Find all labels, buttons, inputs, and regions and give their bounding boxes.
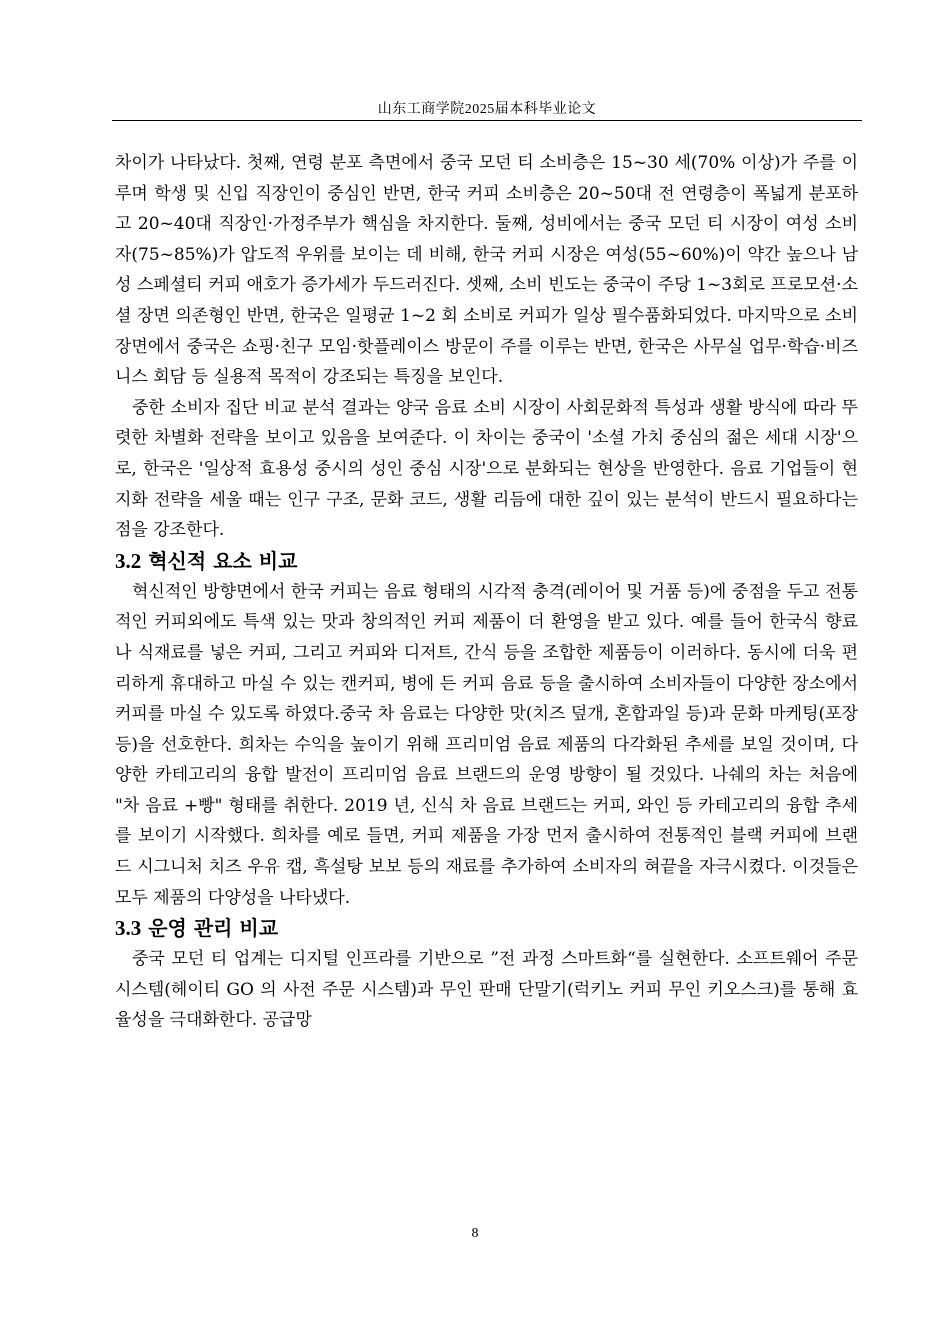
header-rule — [112, 120, 862, 121]
body-text — [115, 148, 858, 1036]
section-heading-3-3 — [115, 913, 858, 944]
paragraph-consumer-differences: 차이가 나타났다. 첫째, 연령 분포 측면에서 중국 모던 티 소비층은 15~30 세(70% 이상)가 주를 이루며 학생 및 신입 직장인이 중심인 반면, 한국 커피 소비층은 20~50대 전 연령층이 폭넓게 분포하고 20~40대 직장인·가정주부가 핵심을 차지한다. 둘째, 성비에서는 중국 모던 티 시장이 여성 소비자(75~85%)가 압도적 우위를 보이는 데 비해, 한국 커피 시장은 여성(55~60%)이 약간 높으나 남성 스페셜티 커피 애호가 증가세가 두드러진다. 셋째, 소비 빈도는 중국이 주당 1~3회로 프로모션·소셜 장면 의존형인 반면, 한국은 일평균 1~2 회 소비로 커피가 일상 필수품화되었다. 마지막으로 소비 장면에서 중국은 쇼핑·친구 모임·핫플레이스 방문이 주를 이루는 반면, 한국은 사무실 업무·학습·비즈니스 회담 등 실용적 목적이 강조되는 특징을 보인다. — [115, 153, 858, 388]
section-number: 3.2 — [115, 548, 142, 573]
section-heading-3-2 — [115, 546, 858, 577]
paragraph-operations: 중국 모던 티 업계는 디지털 인프라를 기반으로 ”전 과정 스마트화“를 실현한다. 소프트웨어 주문 시스템(헤이티 GO 의 사전 주문 시스템)과 무인 판매 단말기(럭키노 커피 무인 키오스크)를 통해 효율성을 극대화한다. 공급망 — [115, 949, 858, 1031]
section-number: 3.3 — [115, 916, 142, 941]
section-title: 운영 관리 비교 — [148, 916, 279, 941]
running-header: 山东工商学院2025届本科毕业论文 — [377, 102, 597, 117]
paragraph-comparison-summary: 중한 소비자 집단 비교 분석 결과는 양국 음료 소비 시장이 사회문화적 특성과 생활 방식에 따라 뚜렷한 차별화 전략을 보이고 있음을 보여준다. 이 차이는 중국이 '소셜 가치 중심의 젊은 세대 시장'으로, 한국은 '일상적 효용성 중시의 성인 중심 시장'으로 분화되는 현상을 반영한다. 음료 기업들이 현지화 전략을 세울 때는 인구 구조, 문화 코드, 생활 리듬에 대한 깊이 있는 분석이 반드시 필요하다는 점을 강조한다. — [115, 397, 858, 541]
paragraph-innovation: 혁신적인 방향면에서 한국 커피는 음료 형태의 시각적 충격(레이어 및 거품 등)에 중점을 두고 전통적인 커피외에도 특색 있는 맛과 창의적인 커피 제품이 더 환영을 받고 있다. 예를 들어 한국식 향료나 식재료를 넣은 커피, 그리고 커피와 디저트, 간식 등을 조합한 제품등이 이러하다. 동시에 더욱 편리하게 휴대하고 마실 수 있는 캔커피, 병에 든 커피 음료 등을 출시하여 소비자들이 다양한 장소에서 커피를 마실 수 있도록 하였다.중국 차 음료는 다양한 맛(치즈 덮개, 혼합과일 등)과 문화 마케팅(포장 등)을 선호한다. 희차는 수익을 높이기 위해 프리미엄 음료 제품의 다각화된 추세를 보일 것이며, 다양한 카테고리의 융합 발전이 프리미엄 음료 브랜드의 운영 방향이 될 것있다. 나쉐의 차는 처음에 "차 음료 +빵" 형태를 취한다. 2019 년, 신식 차 음료 브랜드는 커피, 와인 등 카테고리의 융합 추세를 보이기 시작했다. 희차를 예로 들면, 커피 제품을 가장 먼저 출시하여 전통적인 블랙 커피에 브랜드 시그니처 치즈 우유 캡, 흑설탕 보보 등의 재료를 추가하여 소비자의 혀끝을 자극시켰다. 이것들은 모두 제품의 다양성을 나타냈다. — [115, 581, 858, 908]
section-title: 혁신적 요소 비교 — [148, 548, 298, 573]
page-number: 8 — [471, 1226, 479, 1241]
